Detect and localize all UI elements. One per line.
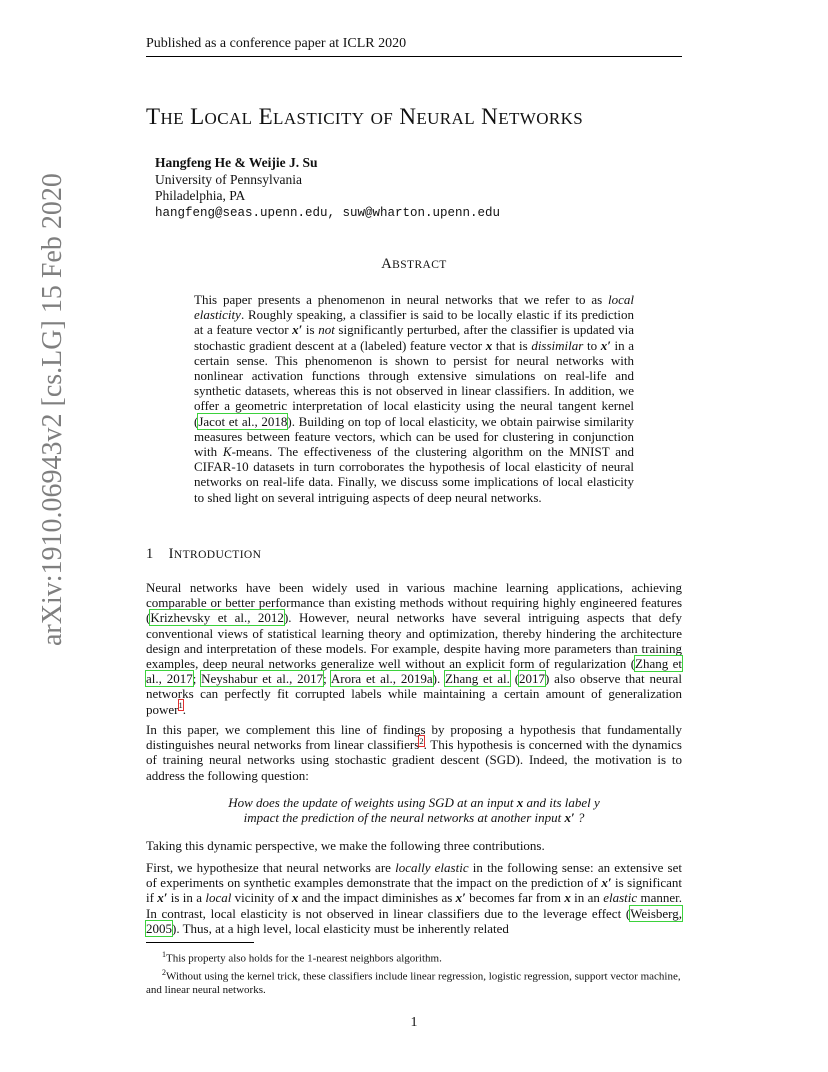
- arxiv-identifier: arXiv:1910.06943v2 [cs.LG] 15 Feb 2020: [37, 173, 68, 646]
- footnote-2: $^2$Without using the kernel trick, these classifiers include linear regression, logistic regression, support vector machine, and linear neural networks.: [146, 968, 681, 997]
- citation-link[interactable]: 2017: [519, 671, 546, 687]
- footnote-1: $^1$This property also holds for the 1-nearest neighbors algorithm.: [162, 950, 442, 965]
- section-heading-introduction: 1 INTRODUCTION: [146, 546, 262, 562]
- author-affiliation: University of Pennsylvania: [155, 171, 302, 187]
- author-emails[interactable]: hangfeng@seas.upenn.edu, suw@wharton.upenn.edu: [155, 205, 501, 220]
- author-names: Hangfeng He & Weijie J. Su: [155, 155, 318, 170]
- paper-title: THE LOCAL ELASTICITY OF NEURAL NETWORKS: [146, 104, 584, 129]
- abstract-heading: ABSTRACT: [381, 256, 447, 272]
- citation-link[interactable]: Jacot et al., 2018: [198, 413, 288, 429]
- footnote-ref[interactable]: 2: [419, 735, 424, 746]
- header-rule: [146, 56, 682, 57]
- abstract-text: This paper presents a phenomenon in neural networks that we refer to as local elasticity. Roughly speaking, a classifier is said to be locally elastic if its prediction at a feature vector x′ is not significantly perturbed, after the classifier is updated via stochastic gradient descent at a (labeled) feature vector x that is dissimilar to x′ in a certain sense. This phenomenon is shown to persist for neural networks with nonlinear activation functions through extensive simulations on real-life and synthetic datasets, whereas this is not observed in linear classifiers. In addition, we offer a geometric interpretation of local elasticity using the neural tangent kernel (Jacot et al., 2018). Building on top of local elasticity, we obtain pairwise similarity measures between feature vectors, which can be used for clustering in conjunction with K-means. The effectiveness of the clustering algorithm on the MNIST and CIFAR-10 datasets in turn corroborates the hypothesis of local elasticity of neural networks on real-life data. Finally, we discuss some implications of local elasticity to shed light on several intriguing aspects of deep neural networks.: [194, 292, 635, 505]
- page-number: 1: [410, 1015, 418, 1030]
- intro-paragraph-4: First, we hypothesize that neural networks are locally elastic in the following sense: an extensive set of experiments on synthetic examples demonstrate that the impact on the prediction of x′ is significant if x′ is in a local vicinity of x and the impact diminishes as x′ becomes far from x in an elastic manner. In contrast, local elasticity is not observed in linear classifiers due to the leverage effect (Weisberg, 2005). Thus, at a high level, local elasticity must be inherently related: [146, 860, 683, 936]
- running-header: Published as a conference paper at ICLR 2020: [146, 36, 407, 51]
- citation-link[interactable]: Zhang et al.: [445, 671, 510, 687]
- intro-paragraph-2: In this paper, we complement this line of findings by proposing a hypothesis that fundamentally distinguishes neural networks from linear classifiers$^2$. This hypothesis is concerned with the dynamics of training neural networks using stochastic gradient descent (SGD). Indeed, the motivation is to address the following question:: [146, 722, 682, 783]
- footnotes: [146, 948, 682, 998]
- citation-link[interactable]: Weisberg, 2005: [146, 905, 682, 936]
- research-question: How does the update of weights using SGD at an input x and its label y impact the prediction of the neural networks at another input x′ ?: [228, 795, 600, 826]
- citation-link[interactable]: Zhang et al., 2017: [146, 656, 683, 687]
- arxiv-side-stamp: [0, 0, 68, 1072]
- intro-paragraph-3: Taking this dynamic perspective, we make the following three contributions.: [146, 838, 545, 853]
- footnote-rule: [146, 942, 254, 943]
- footnote-ref[interactable]: 1: [178, 700, 183, 711]
- citation-link[interactable]: Krizhevsky et al., 2012: [150, 610, 284, 626]
- author-block: [155, 155, 500, 221]
- author-location: Philadelphia, PA: [155, 188, 246, 203]
- citation-link[interactable]: Arora et al., 2019a: [330, 671, 433, 687]
- intro-paragraph-1: Neural networks have been widely used in various machine learning applications, achieving comparable or better performance than existing methods without requiring highly engineered features (Krizhevsky et al., 2012). However, neural networks have several intriguing aspects that defy conventional views of statistical learning theory and optimization, thereby hindering the architecture design and interpretation of these models. For example, despite having more parameters than training examples, deep neural networks generalize well without an explicit form of regularization (Zhang et al., 2017; Neyshabur et al., 2017; Arora et al., 2019a). Zhang et al. (2017) also observe that neural networks can perfectly fit corrupted labels while maintaining a certain amount of generalization power$^1$.: [146, 580, 683, 717]
- citation-link[interactable]: Neyshabur et al., 2017: [201, 671, 324, 687]
